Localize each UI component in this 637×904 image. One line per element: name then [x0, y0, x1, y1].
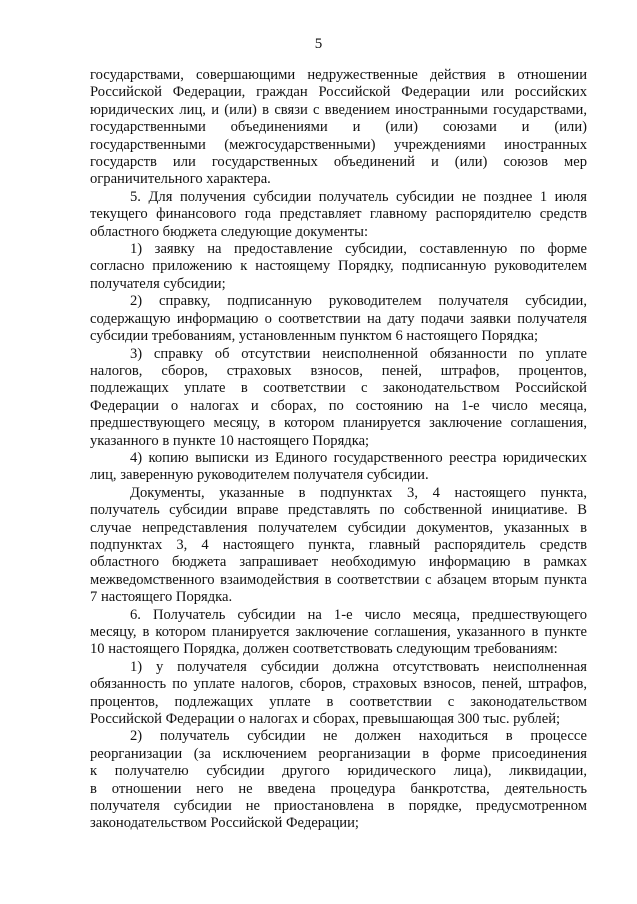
text-line: 1) у получателя субсидии должна отсутствовать неисполненная: [130, 658, 587, 675]
text-line: подлежащих уплате в соответствии с законодательством Российской: [90, 380, 587, 397]
text-line: Российской Федерации, граждан Российской Федерации или российских: [90, 84, 587, 101]
text-line: ограничительного характера.: [90, 171, 271, 188]
text-line: получателя субсидии;: [90, 275, 226, 292]
paragraph-item-5-1: [90, 241, 587, 293]
page-number: 5: [314, 36, 323, 52]
text-line: случае непредставления получателем субсидии документов, указанных в: [90, 519, 587, 536]
text-line: в отношении него не введена процедура банкротства, деятельность: [90, 780, 587, 797]
text-line: 1) заявку на предоставление субсидии, составленную по форме: [130, 241, 587, 258]
text-line: 2) справку, подписанную руководителем получателя субсидии,: [130, 293, 587, 310]
text-line: 10 настоящего Порядка, должен соответствовать следующим требованиям:: [90, 641, 558, 658]
text-line: подпунктах 3, 4 настоящего пункта, главный распорядитель средств: [90, 536, 587, 553]
document-body: [90, 67, 587, 833]
text-line: месяцу, в котором планируется заключение соглашения, указанного в пункте: [90, 624, 587, 640]
text-line: согласно приложению к настоящему Порядку, подписанную руководителем: [90, 258, 587, 275]
text-line: обязанность по уплате налогов, сборов, страховых взносов, пеней, штрафов,: [90, 676, 587, 693]
paragraph-item-5-4: [90, 450, 587, 485]
text-line: государственными (межгосударственными) учреждениями иностранных: [90, 136, 587, 153]
text-line: юридических лиц, и (или) в связи с введением иностранными государствами,: [90, 101, 587, 118]
text-line: государственными объединениями и (или) союзами и (или): [90, 119, 587, 136]
text-line: к получателю субсидии другого юридического лица), ликвидации,: [90, 763, 587, 780]
text-line: государств или государственных объединений и (или) союзов мер: [90, 154, 587, 171]
text-line: налогов, сборов, страховых взносов, пеней, штрафов, процентов,: [90, 362, 587, 379]
text-line: 6. Получатель субсидии на 1-е число месяца, предшествующего: [130, 606, 587, 623]
text-line: 7 настоящего Порядка.: [90, 589, 233, 606]
paragraph-item-6: [90, 607, 587, 659]
paragraph-item-6-1: [90, 659, 587, 729]
text-line: областного бюджета запрашивает необходимую информацию в рамках: [90, 554, 587, 571]
text-line: Федерации о налогах и сборах, по состоянию на 1-е число месяца,: [90, 397, 587, 414]
text-line: межведомственного взаимодействия в соответствии с абзацем вторым пункта: [90, 571, 587, 588]
text-line: законодательством Российской Федерации;: [90, 815, 359, 832]
text-line: получатель субсидии вправе представлять по собственной инициативе. В: [90, 502, 587, 519]
paragraph-item-5-2: [90, 293, 587, 345]
text-line: процентов, подлежащих уплате в соответствии с законодательством: [90, 693, 587, 710]
text-line: областного бюджета следующие документы:: [90, 223, 369, 240]
paragraph-item-6-2: [90, 728, 587, 832]
text-line: Российской Федерации о налогах и сборах, превышающая 300 тыс. рублей;: [90, 711, 561, 728]
text-line: предшествующего месяцу, в котором планируется заключение соглашения,: [90, 415, 587, 432]
text-line: текущего финансового года представляет главному распорядителю средств: [90, 206, 587, 223]
text-line: указанного в пункте 10 настоящего Порядка;: [90, 432, 370, 449]
paragraph-documents: [90, 485, 587, 607]
text-line: реорганизации (за исключением реорганизации в форме присоединения: [90, 745, 587, 762]
text-line: государствами, совершающими недружественные действия в отношении: [90, 67, 587, 83]
text-line: субсидии требованиям, установленным пунктом 6 настоящего Порядка;: [90, 328, 539, 345]
paragraph-continuation: [90, 67, 587, 189]
text-line: 3) справку об отсутствии неисполненной обязанности по уплате: [130, 345, 587, 362]
text-line: получателя субсидии не приостановлена в порядке, предусмотренном: [90, 798, 587, 815]
text-line: содержащую информацию о соответствии на дату подачи заявки получателя: [90, 310, 587, 327]
text-line: Документы, указанные в подпунктах 3, 4 настоящего пункта,: [130, 484, 587, 501]
text-line: 2) получатель субсидии не должен находиться в процессе: [130, 728, 587, 745]
text-line: 4) копию выписки из Единого государственного реестра юридических: [130, 449, 587, 466]
text-line: лиц, заверенную руководителем получателя субсидии.: [90, 467, 429, 484]
text-line: 5. Для получения субсидии получатель субсидии не позднее 1 июля: [130, 188, 587, 205]
paragraph-item-5-3: [90, 346, 587, 450]
paragraph-item-5: [90, 189, 587, 241]
